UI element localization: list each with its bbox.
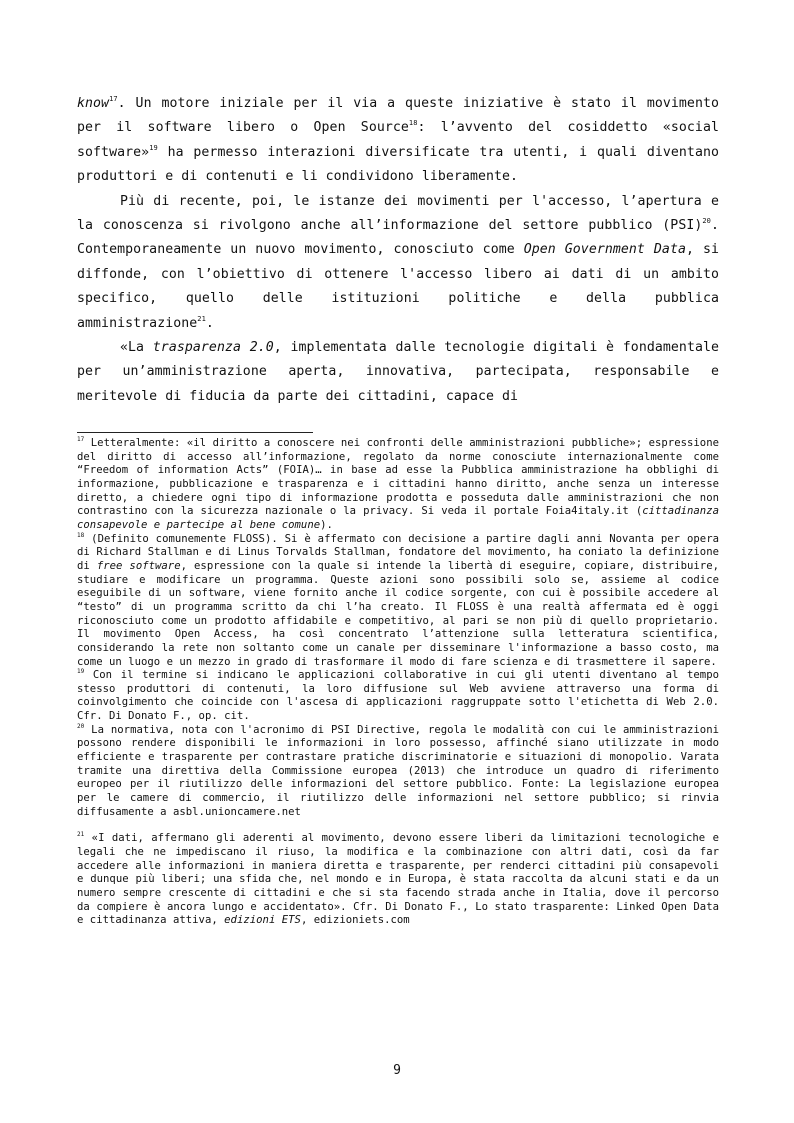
body-text	[77, 92, 719, 409]
footnote-text: , espressione con la quale si intende la libertà di eseguire, copiare, distribuire, studiare e modificare un programma. Queste azioni sono possibili solo se, assieme al codice eseguibile di un software, viene fornito anche il codice sorgente, con cui è possibile accedere al “testo” di un programma scritto da chi l’ha creato. Il FLOSS è una realtà affermata ed è oggi riconosciuto come un prodotto affidabile e competitivo, al pari se non più di quello proprietario. Il movimento Open Access, ha così concentrato l’attenzione sulla letteratura scientifica, considerando la rete non soltanto come un canale per disseminare l'informazione a basso costo, ma come un luogo e un mezzo in grado di trasformare il modo di fare scienza e di trasmettere il sapere.	[77, 559, 719, 668]
footnote-18	[77, 533, 719, 670]
footnote-text: (Definito comunemente FLOSS). Si è affermato con decisione a partire dagli anni Novanta per opera di Richard Stallman e di Linus Torvalds Stallman, fondatore del movimento, ha coniato la definizione di	[77, 532, 719, 572]
paragraph-text: ha permesso interazioni diversificate tra utenti, i quali diventano produttori e di contenuti e li condividono liberamente.	[77, 144, 719, 185]
paragraph-text: Più di recente, poi, le istanze dei movimenti per l'accesso, l’apertura e la conoscenza si rivolgono anche all’informazione del settore pubblico (PSI)	[77, 193, 719, 234]
footnotes	[77, 437, 719, 928]
footnote-17	[77, 437, 719, 533]
page-number: 9	[393, 1063, 401, 1078]
footnote-separator	[77, 432, 313, 433]
footnote-text: La normativa, nota con l'acronimo di PSI Directive, regola le modalità con cui le amministrazioni possono rendere disponibili le informazioni in loro possesso, affinché siano utilizzate in modo efficiente e trasparente per contrastare pratiche discriminatorie e situazioni di monopolio. Varata tramite una direttiva della Commissione europea (2013) che introduce un quadro di riferimento europeo per il riutilizzo delle informazioni del settore pubblico. Fonte: La legislazione europea per le camere di commercio, il riutilizzo delle informazioni nel settore pubblico; si rinvia diffusamente a asbl.unioncamere.net	[77, 723, 719, 818]
footnote-number: 20	[77, 722, 85, 730]
footnote-ref-21[interactable]: 21	[197, 314, 206, 323]
paragraph-text: , si diffonde, con l’obiettivo di ottenere l'accesso libero ai dati di un ambito specifico, quello delle istituzioni politiche e della pubblica amministrazione	[77, 242, 720, 331]
footnote-21	[77, 832, 719, 928]
paragraph-1	[77, 92, 719, 190]
italic-term: trasparenza 2.0	[152, 340, 274, 356]
paragraph-text: .	[205, 315, 214, 331]
footnote-text: , edizioniets.com	[300, 914, 410, 927]
paragraph-text: . Contemporaneamente un nuovo movimento, conosciuto come	[77, 218, 719, 258]
paragraph-text: . Un motore iniziale per il via a queste iniziative è stato il movimento per il software libero o Open Source	[77, 96, 719, 136]
footnote-number: 21	[77, 831, 85, 839]
footnote-text: ).	[320, 518, 333, 531]
footnote-number: 18	[77, 531, 85, 539]
italic-term: cittadinanza consapevole e partecipe al bene comune	[77, 505, 719, 531]
footnote-19	[77, 669, 719, 724]
paragraph-3	[77, 336, 719, 409]
footnote-number: 19	[77, 668, 85, 676]
italic-term: Open Government Data	[523, 242, 686, 258]
footnote-20	[77, 724, 719, 820]
footnote-ref-19[interactable]: 19	[149, 143, 158, 152]
footnote-ref-20[interactable]: 20	[702, 217, 711, 226]
footnote-text: Con il termine si indicano le applicazioni collaborative in cui gli utenti diventano al tempo stesso produttori di contenuti, la loro diffusione sul Web avviene attraverso una forma di coinvolgimento che coincide con l'ascesa di applicazioni raggruppate sotto l'etichetta di Web 2.0. Cfr. Di Donato F., op. cit.	[77, 669, 719, 723]
paragraph-2	[77, 190, 719, 336]
paragraph-text: , implementata dalle tecnologie digitali è fondamentale per un’amministrazione aperta, innovativa, partecipata, responsabile e meritevole di fiducia da parte dei cittadini, capace di	[77, 340, 720, 404]
footnote-ref-18[interactable]: 18	[408, 119, 418, 128]
paragraph-text: «La	[120, 340, 153, 356]
footnote-number: 17	[77, 436, 85, 443]
footnote-text: «I dati, affermano gli aderenti al movimento, devono essere liberi da limitazioni tecnologiche e legali che ne impediscano il riuso, la modifica e la combinazione con altri dati, così da far accedere alle informazioni in maniera diretta e trasparente, per renderci cittadini più consapevoli e dunque più liberi; una sfida che, nel mondo e in Europa, è stata raccolta da alcuni stati e da un numero sempre crescente di cittadini e che si sta facendo strada anche in Italia, dove il percorso da compiere è ancora lungo e accidentato». Cfr. Di Donato F., Lo stato trasparente: Linked Open Data e cittadinanza attiva,	[77, 832, 719, 927]
paragraph-text: : l’avvento del cosiddetto «social software»	[77, 120, 719, 160]
footnote-text: Letteralmente: «il diritto a conoscere nei confronti delle amministrazioni pubbliche»; espressione del diritto di accesso all’informazione, regolato da norme conosciute internazionalmente come “Freedom of information Acts” (FOIA)… in base ad esse la Pubblica amministrazione ha obblighi di informazione, pubblicazione e trasparenza e i cittadini hanno diritto, anche senza un interesse diretto, a chiedere ogni tipo di informazione prodotta e posseduta dalle amministrazioni che non contrastino con la sicurezza nazionale o la privacy. Si veda il portale Foia4italy.it (	[77, 437, 719, 518]
italic-term: free software	[96, 559, 181, 572]
italic-term: edizioni ETS	[224, 914, 301, 927]
italic-term: know	[77, 96, 110, 111]
footnote-ref-17[interactable]: 17	[109, 95, 118, 103]
